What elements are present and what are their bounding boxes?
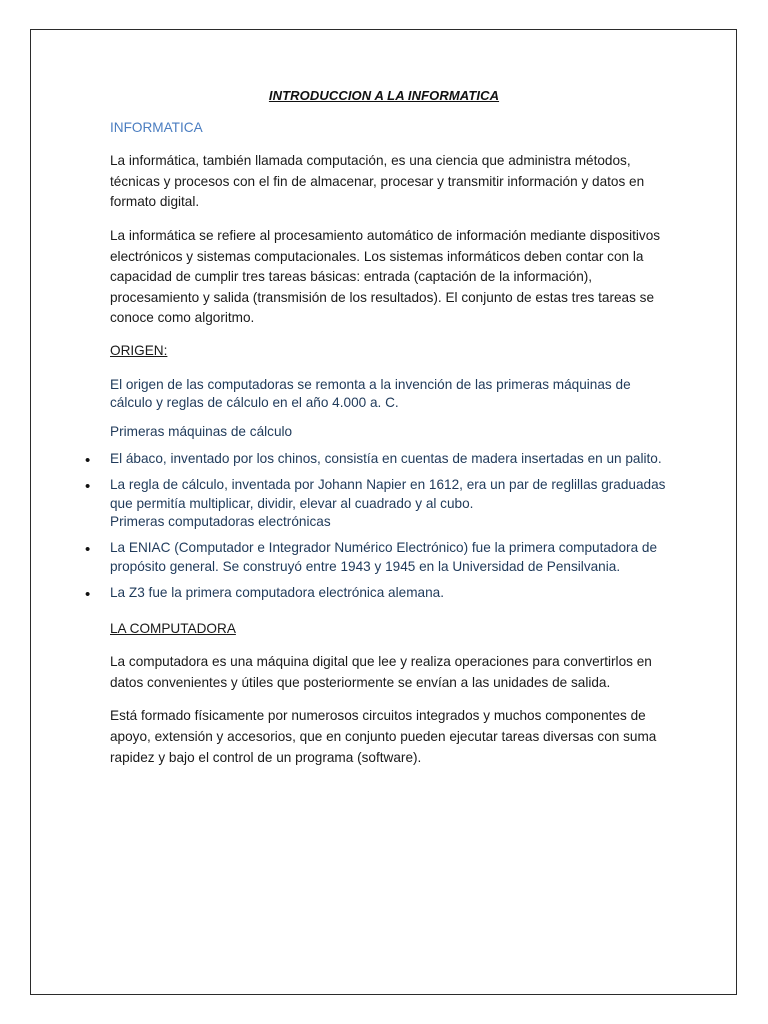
list-item	[85, 539, 670, 576]
bullet-icon: •	[85, 478, 91, 496]
section-heading-informatica: INFORMATICA	[110, 119, 203, 135]
section-heading-computadora: LA COMPUTADORA	[110, 620, 236, 636]
bullet-icon: •	[85, 586, 91, 604]
bullet-icon: •	[85, 541, 91, 559]
section-heading-origen: ORIGEN:	[110, 342, 168, 358]
document-page	[30, 29, 737, 995]
machines-list	[85, 450, 670, 604]
list-item-text: La regla de cálculo, inventada por Johann Napier en 1612, era un par de reglillas graduadas que permitía multiplicar, dividir, elevar al cuadrado y al cubo.	[110, 477, 666, 511]
bullet-icon: •	[85, 451, 91, 469]
document-content	[85, 86, 670, 768]
list-item	[85, 476, 670, 531]
paragraph-computer-components: Está formado físicamente por numerosos circuitos integrados y muchos componentes de apoyo, extensión y accesorios, que en conjunto pueden ejecutar tareas diversas con suma rapidez y bajo el control de un programa (software).	[110, 708, 657, 765]
list-item-text: La ENIAC (Computador e Integrador Numérico Electrónico) fue la primera computadora de propósito general. Se construyó entre 1943 y 1945 en la Universidad de Pensilvania.	[110, 540, 658, 574]
subheading-calculating-machines: Primeras máquinas de cálculo	[110, 424, 293, 440]
list-item	[85, 584, 670, 604]
paragraph-processing: La informática se refiere al procesamiento automático de información mediante dispositivos electrónicos y sistemas computacionales. Los sistemas informáticos deben contar con la capacidad de cumplir tres tareas básicas: entrada (captación de la información), procesamiento y salida (transmisión de los resultados). El conjunto de estas tres tareas se conoce como algoritmo.	[110, 227, 661, 326]
list-item	[85, 450, 670, 469]
list-item-text: El ábaco, inventado por los chinos, consistía en cuentas de madera insertadas en un palito.	[110, 450, 662, 466]
subheading-electronic-computers: Primeras computadoras electrónicas	[110, 513, 331, 529]
paragraph-definition: La informática, también llamada computación, es una ciencia que administra métodos, técnicas y procesos con el fin de almacenar, procesar y transmitir información y datos en formato digital.	[110, 153, 645, 210]
document-title: INTRODUCCION A LA INFORMATICA	[268, 88, 500, 103]
paragraph-origin: El origen de las computadoras se remonta a la invención de las primeras máquinas de cálculo y reglas de cálculo en el año 4.000 a. C.	[110, 376, 631, 410]
list-item-text: La Z3 fue la primera computadora electrónica alemana.	[110, 585, 444, 601]
paragraph-computer-definition: La computadora es una máquina digital que lee y realiza operaciones para convertirlos en datos convenientes y útiles que posteriormente se envían a las unidades de salida.	[110, 654, 652, 690]
